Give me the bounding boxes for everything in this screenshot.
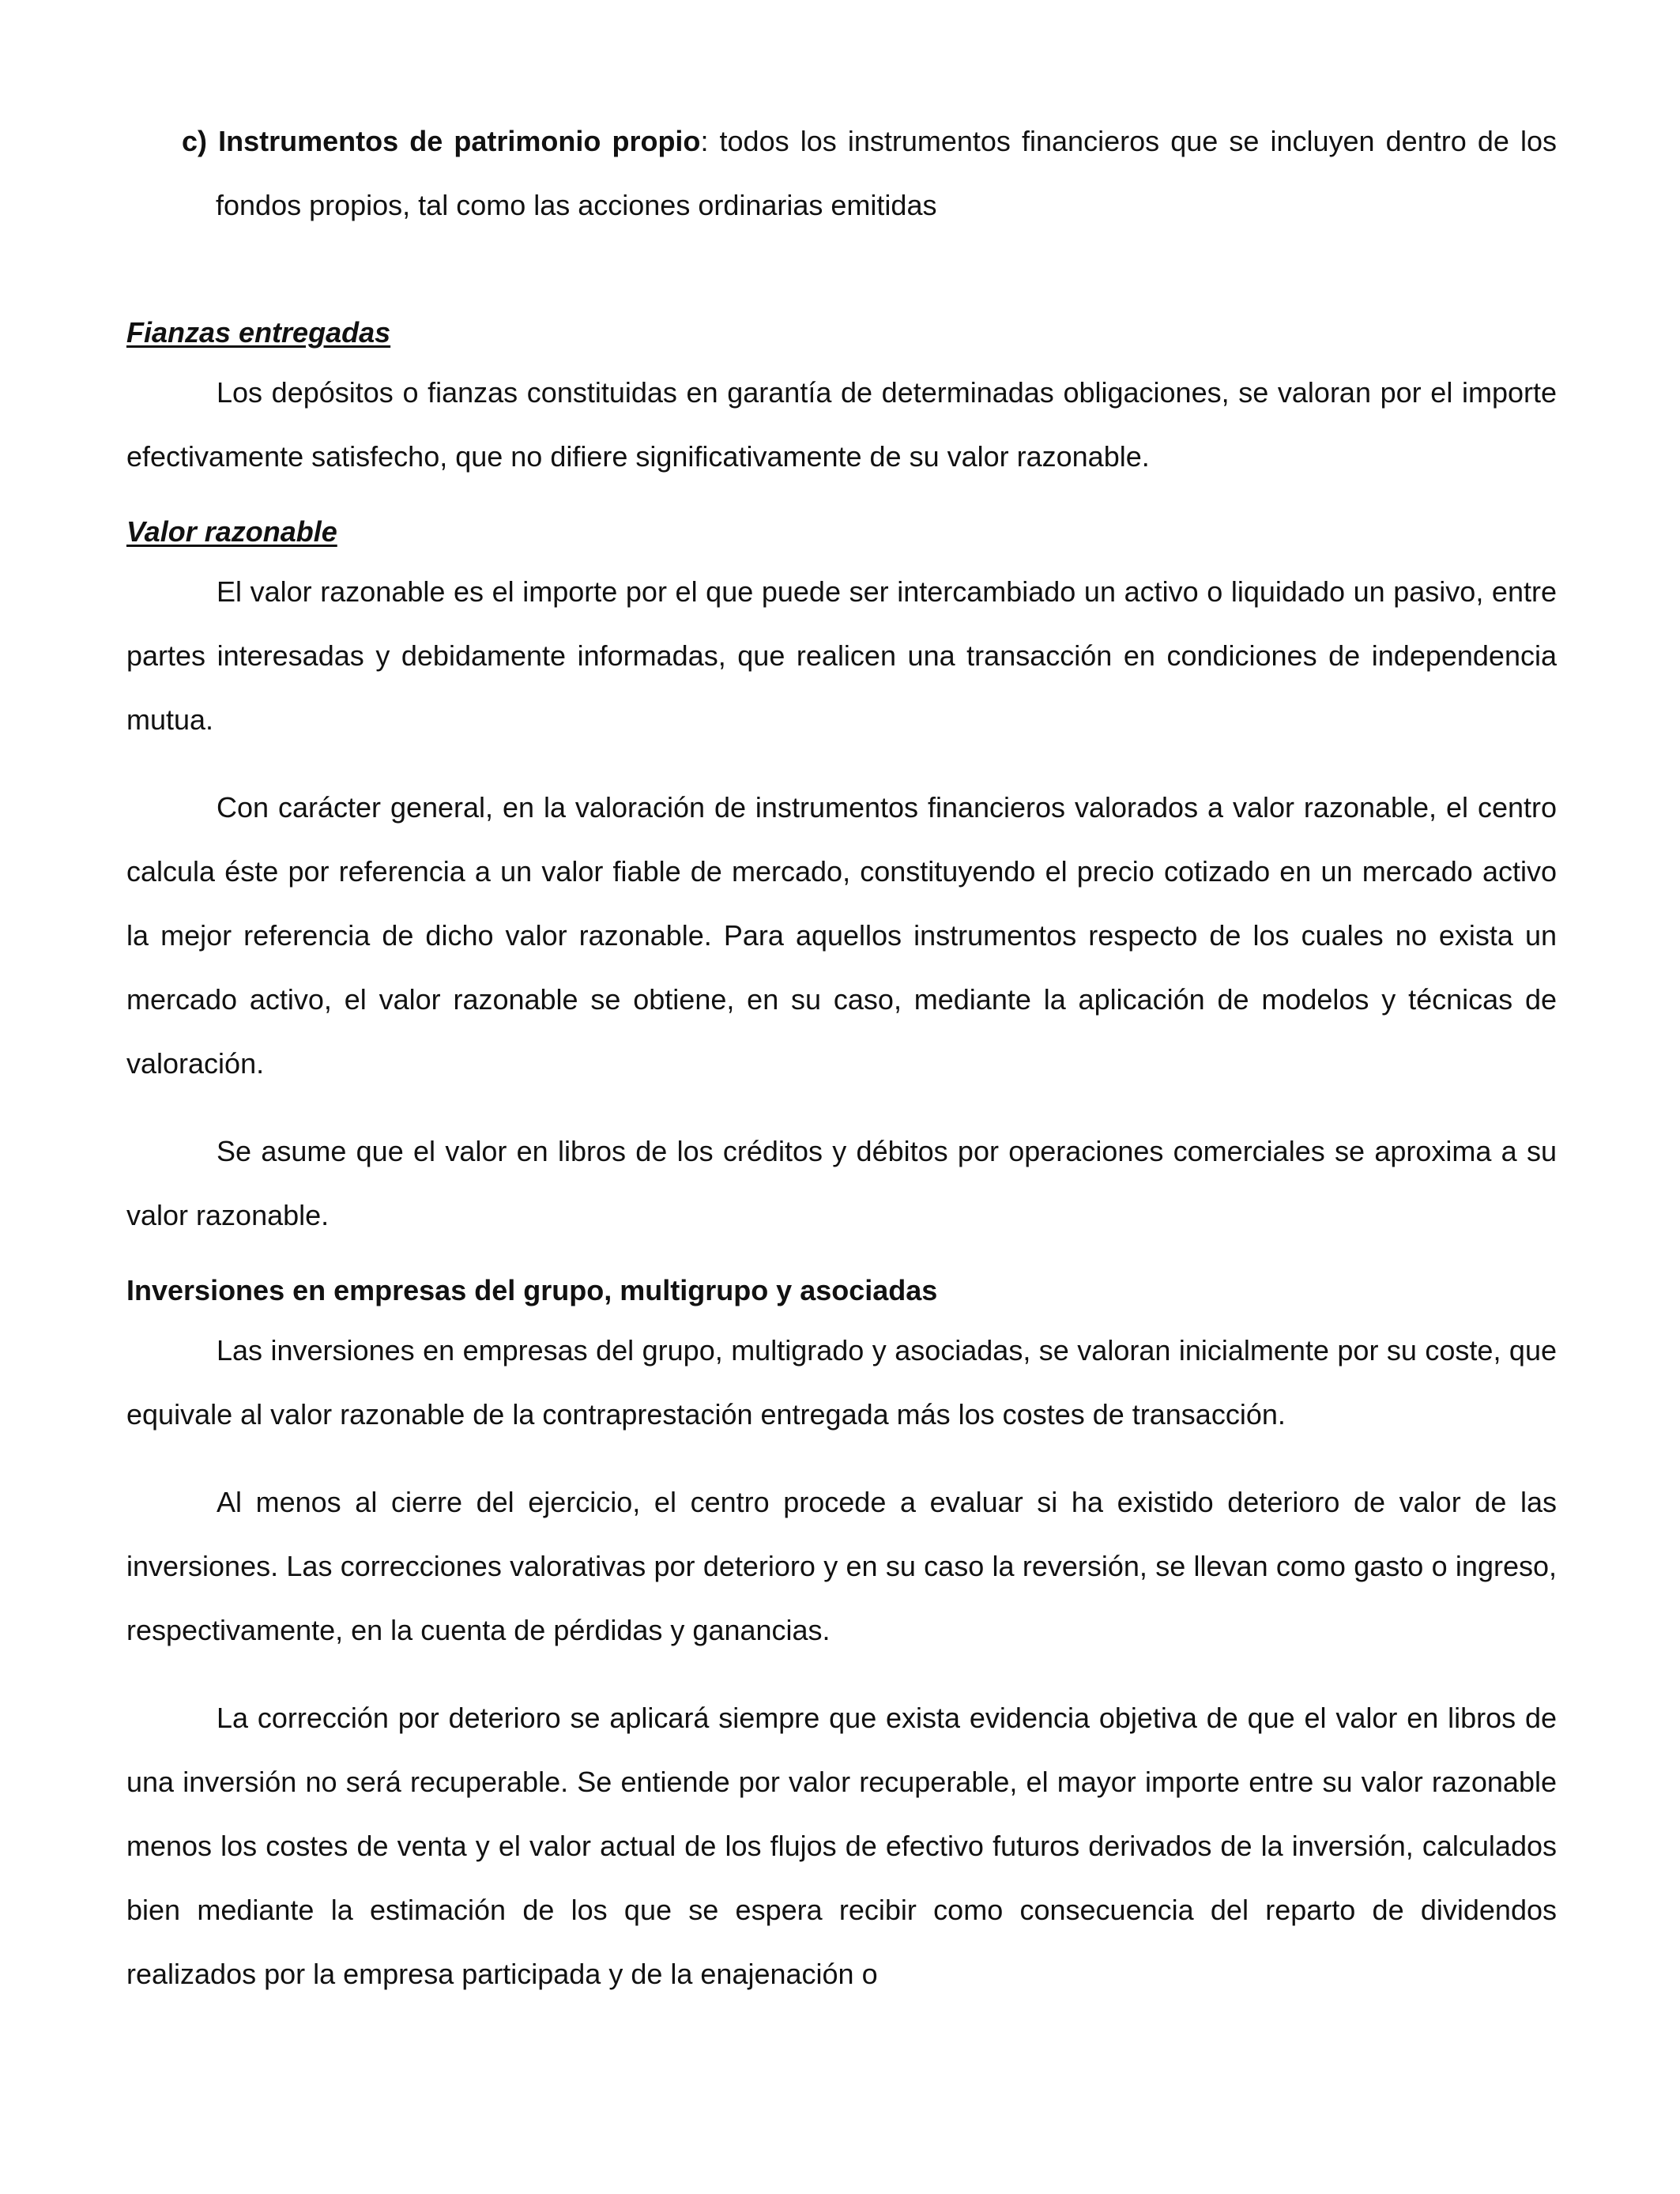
section-heading-fianzas: Fianzas entregadas [126, 316, 391, 349]
list-item-c [182, 109, 1557, 237]
paragraph-inversiones-3: La corrección por deterioro se aplicará siempre que exista evidencia objetiva de que el valor en libros de una inversión no será recuperable. Se entiende por valor recuperable, el mayor importe entre su valor razonable menos los costes de venta y el valor actual de los flujos de efectivo futuros derivados de la inversión, calculados bien mediante la estimación de los que se espera recibir como consecuencia del reparto de dividendos realizados por la empresa participada y de la enajenación o [126, 1702, 1557, 1990]
paragraph-inversiones-2: Al menos al cierre del ejercicio, el centro procede a evaluar si ha existido deterioro de valor de las inversiones. Las correcciones valorativas por deterioro y en su caso la reversión, se llevan como gasto o ingreso, respectivamente, en la cuenta de pérdidas y ganancias. [126, 1486, 1557, 1646]
section-heading-valor-razonable: Valor razonable [126, 515, 337, 548]
list-item-text: : todos los instrumentos financieros que se incluyen dentro de los fondos propios, tal como las acciones ordinarias emitidas [216, 125, 1558, 221]
document-page [126, 109, 1557, 2006]
paragraph-valor-razonable-2: Con carácter general, en la valoración de instrumentos financieros valorados a valor razonable, el centro calcula éste por referencia a un valor fiable de mercado, constituyendo el precio cotizado en un mercado activo la mejor referencia de dicho valor razonable. Para aquellos instrumentos respecto de los cuales no exista un mercado activo, el valor razonable se obtiene, en su caso, mediante la aplicación de modelos y técnicas de valoración. [126, 791, 1557, 1080]
list-item-marker: c) [182, 125, 208, 157]
list-item-term: Instrumentos de patrimonio propio [218, 125, 701, 157]
paragraph-fianzas: Los depósitos o fianzas constituidas en garantía de determinadas obligaciones, se valoran por el importe efectivamente satisfecho, que no difiere significativamente de su valor razonable. [126, 376, 1557, 473]
section-heading-inversiones: Inversiones en empresas del grupo, multigrupo y asociadas [126, 1274, 938, 1306]
paragraph-valor-razonable-3: Se asume que el valor en libros de los créditos y débitos por operaciones comerciales se aproxima a su valor razonable. [126, 1135, 1557, 1231]
paragraph-valor-razonable-1: El valor razonable es el importe por el que puede ser intercambiado un activo o liquidado un pasivo, entre partes interesadas y debidamente informadas, que realicen una transacción en condiciones de independencia mutua. [126, 575, 1557, 736]
paragraph-inversiones-1: Las inversiones en empresas del grupo, multigrado y asociadas, se valoran inicialmente por su coste, que equivale al valor razonable de la contraprestación entregada más los costes de transacción. [126, 1334, 1557, 1431]
